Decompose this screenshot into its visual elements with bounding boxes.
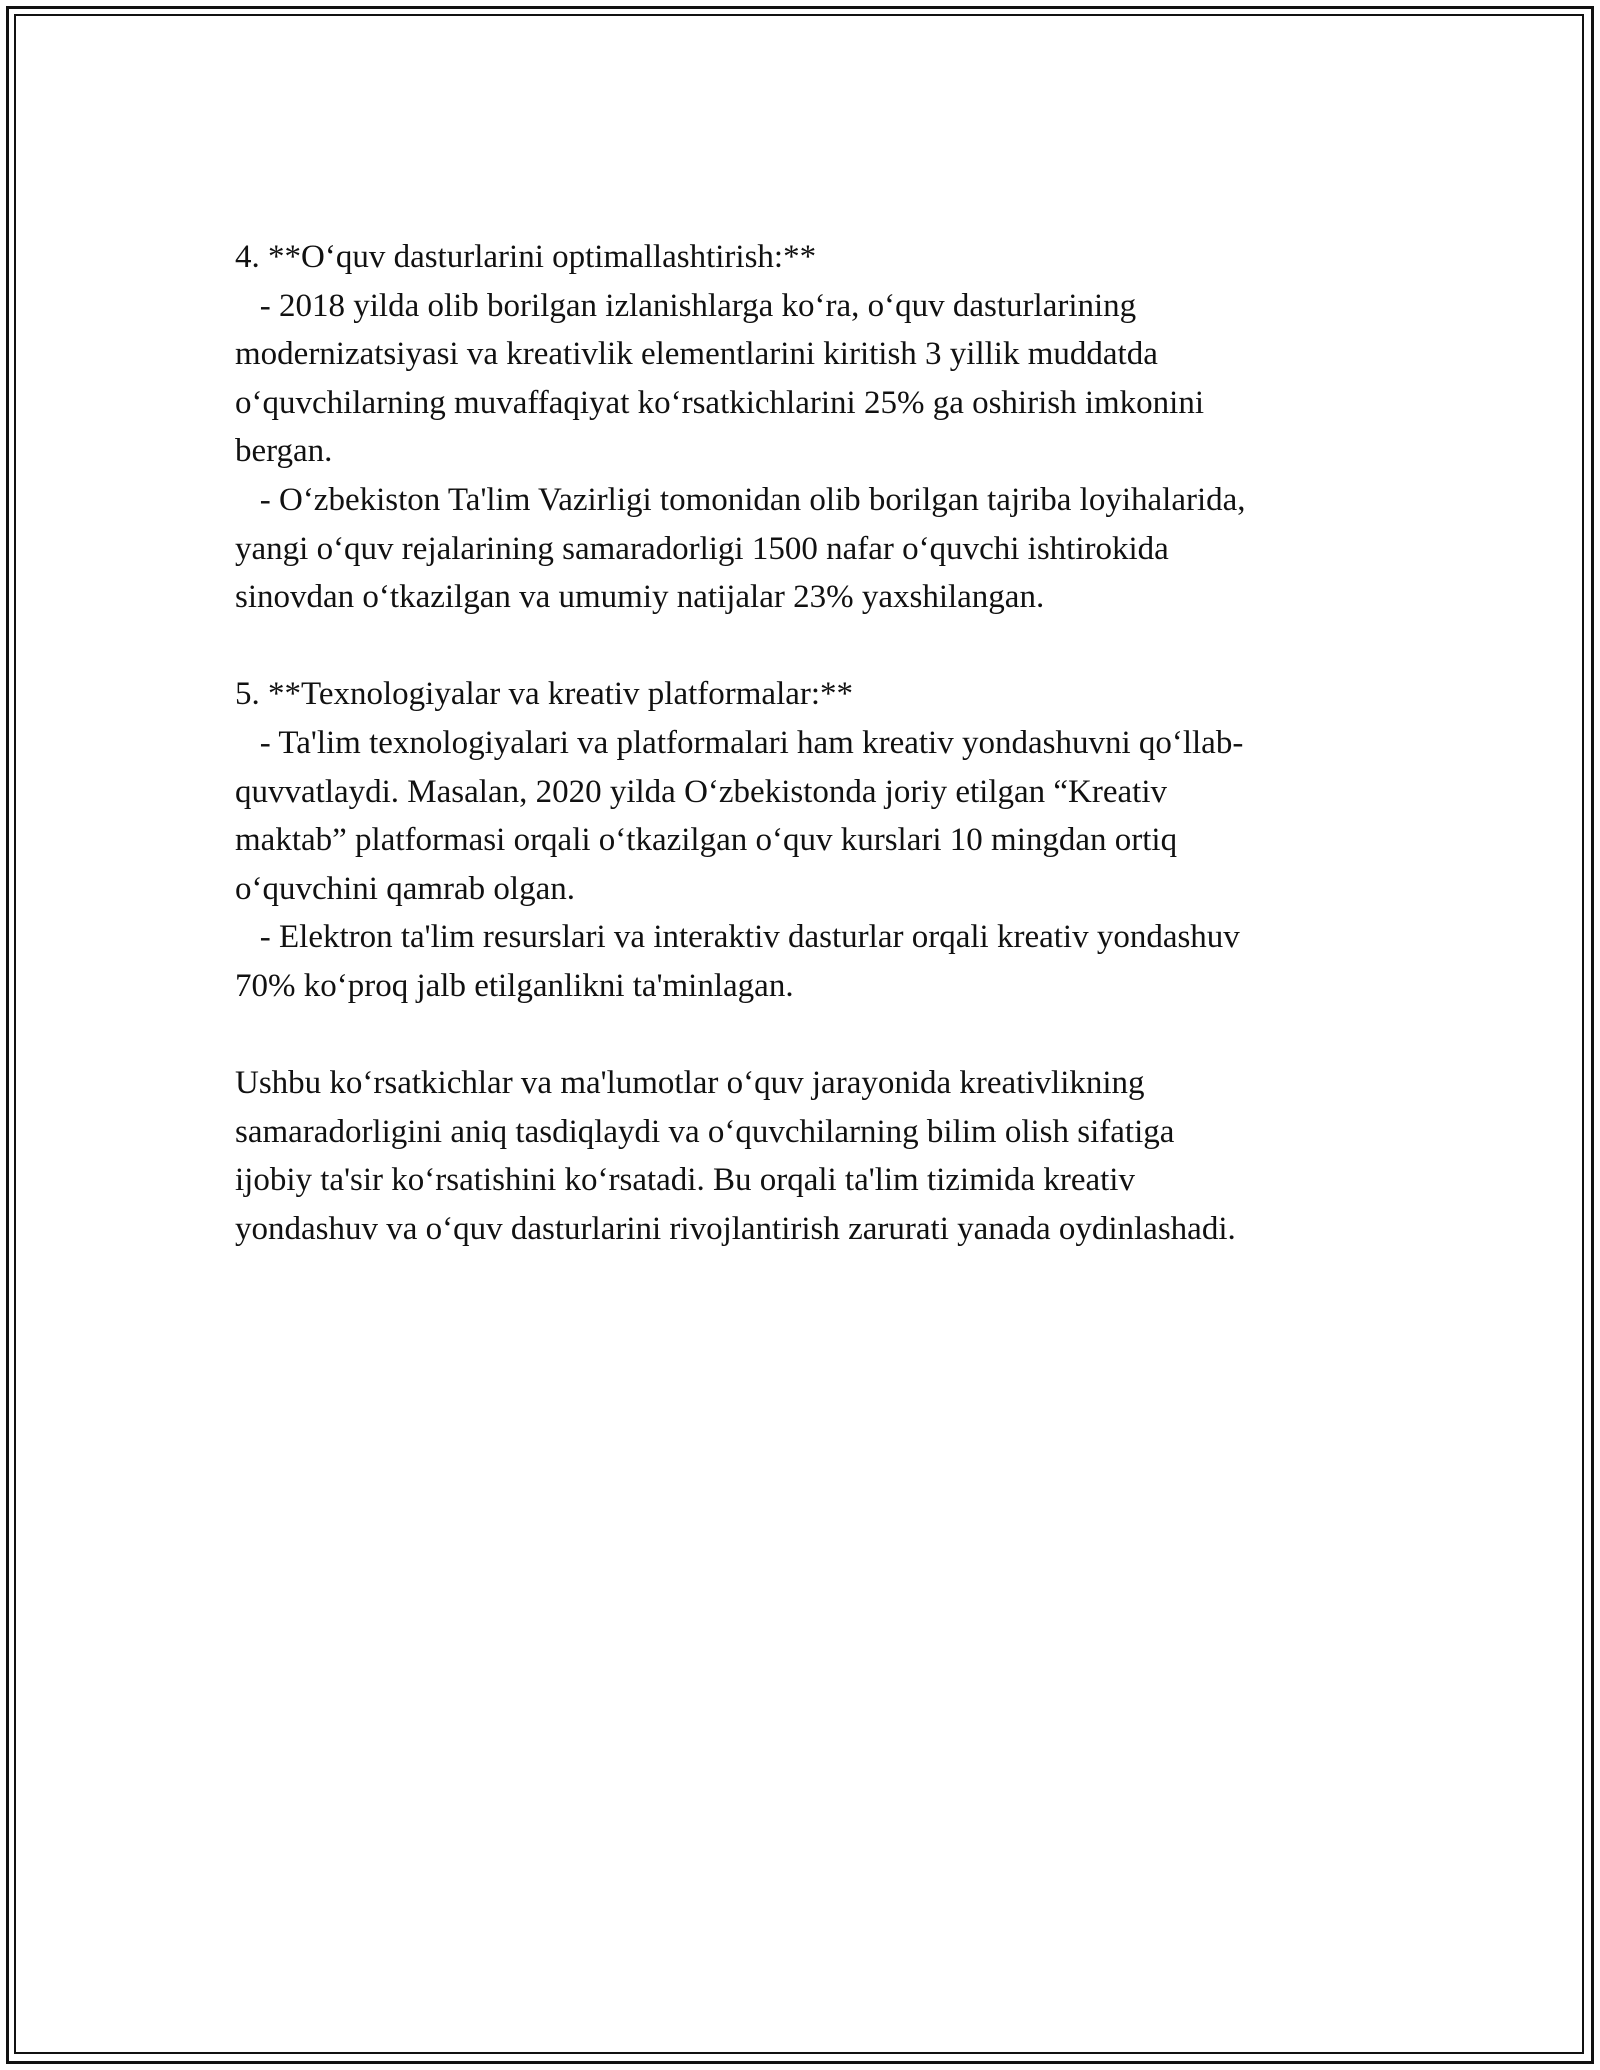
text-line: 70% ko‘proq jalb etilganlikni ta'minlagan. <box>235 967 794 1004</box>
text-line: quvvatlaydi. Masalan, 2020 yilda O‘zbekistonda joriy etilgan “Kreativ <box>235 773 1167 810</box>
text-line: - O‘zbekiston Ta'lim Vazirligi tomonidan olib borilgan tajriba loyihalarida, <box>259 481 1246 518</box>
section-heading: 5. **Texnologiyalar va kreativ platformalar:** <box>235 676 854 713</box>
section-4 <box>235 233 1415 622</box>
section-5 <box>235 670 1415 1010</box>
text-line: o‘quvchini qamrab olgan. <box>235 870 575 907</box>
text-line: - 2018 yilda olib borilgan izlanishlarga ko‘ra, o‘quv dasturlarining <box>259 287 1137 324</box>
document-body <box>235 233 1415 1253</box>
text-line: modernizatsiyasi va kreativlik elementlarini kiritish 3 yillik muddatda <box>235 336 1158 373</box>
conclusion-paragraph <box>235 1059 1415 1253</box>
section-heading: 4. **O‘quv dasturlarini optimallashtirish:** <box>235 239 817 275</box>
bullet-paragraph <box>235 719 1415 913</box>
text-line: bergan. <box>235 433 333 470</box>
text-line: ijobiy ta'sir ko‘rsatishini ko‘rsatadi. Bu orqali ta'lim tizimida kreativ <box>235 1162 1135 1199</box>
text-line: - Ta'lim texnologiyalari va platformalari ham kreativ yondashuvni qo‘llab- <box>259 724 1244 761</box>
paragraph-spacer <box>235 1011 1415 1060</box>
text-line: samaradorligini aniq tasdiqlaydi va o‘quvchilarning bilim olish sifatiga <box>235 1113 1175 1150</box>
text-line: - Elektron ta'lim resurslari va interaktiv dasturlar orqali kreativ yondashuv <box>259 919 1240 956</box>
bullet-paragraph <box>235 476 1415 622</box>
text-line: Ushbu ko‘rsatkichlar va ma'lumotlar o‘quv jarayonida kreativlikning <box>235 1065 1145 1102</box>
text-line: yondashuv va o‘quv dasturlarini rivojlantirish zarurati yanada oydinlashadi. <box>235 1210 1236 1247</box>
bullet-paragraph <box>235 913 1415 1010</box>
text-line: yangi o‘quv rejalarining samaradorligi 1500 nafar o‘quvchi ishtirokida <box>235 530 1169 567</box>
paragraph-spacer <box>235 622 1415 671</box>
text-line: maktab” platformasi orqali o‘tkazilgan o‘quv kurslari 10 mingdan ortiq <box>235 822 1178 859</box>
bullet-paragraph <box>235 282 1415 476</box>
text-line: o‘quvchilarning muvaffaqiyat ko‘rsatkichlarini 25% ga oshirish imkonini <box>235 384 1205 421</box>
text-line: sinovdan o‘tkazilgan va umumiy natijalar 23% yaxshilangan. <box>235 579 1045 616</box>
